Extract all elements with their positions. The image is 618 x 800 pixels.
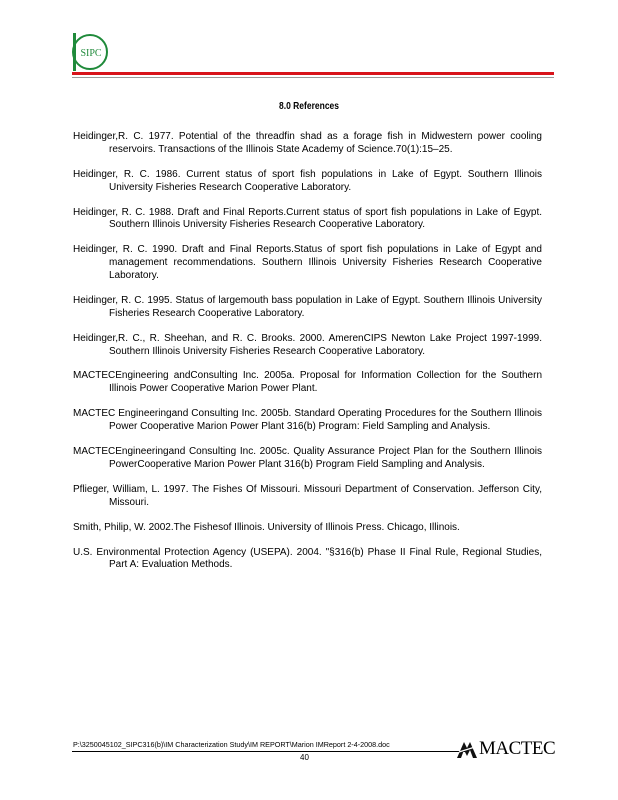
brand-name: MACTEC: [479, 738, 556, 759]
reference-entry: Pflieger, William, L. 1997. The Fishes Of Missouri. Missouri Department of Conservation. Jefferson City, Missouri.: [73, 483, 542, 508]
reference-entry: MACTECEngineering andConsulting Inc. 2005a. Proposal for Information Collection for the Southern Illinois Power Cooperative Marion Power Plant.: [73, 370, 542, 395]
reference-entry: Heidinger, R. C. 1988. Draft and Final Reports.Current status of sport fish populations in Lake of Egypt. Southern Illinois University Fisheries Research Cooperative Laboratory.: [73, 206, 542, 231]
reference-entry: U.S. Environmental Protection Agency (USEPA). 2004. "§316(b) Phase II Final Rule, Regional Studies, Part A: Evaluation Methods.: [73, 546, 542, 571]
sipc-logo-text: SIPC: [80, 48, 102, 59]
header-rule-gray: [72, 77, 554, 78]
mactec-logo-icon: [456, 739, 478, 759]
reference-entry: Heidinger, R. C. 1990. Draft and Final Reports.Status of sport fish populations in Lake of Egypt and management recommendations. Southern Illinois University Fisheries Research Cooperative Laboratory.: [73, 244, 542, 281]
sipc-logo: [70, 32, 110, 72]
references-list: [73, 131, 542, 584]
mactec-brand: [456, 738, 555, 760]
reference-entry: Heidinger,R. C., R. Sheehan, and R. C. Brooks. 2000. AmerenCIPS Newton Lake Project 1997-1999. Southern Illinois University Fisheries Research Cooperative Laboratory.: [73, 332, 542, 357]
footer-file-path: P:\3250045102_SIPC316(b)\IM Characterization Study\IM REPORT\Marion IMReport 2-4-2008.doc: [73, 740, 390, 749]
reference-entry: Heidinger,R. C. 1977. Potential of the threadfin shad as a forage fish in Midwestern power cooling reservoirs. Transactions of the Illinois State Academy of Science.70(1):15–25.: [73, 131, 542, 155]
reference-entry: MACTECEngineeringand Consulting Inc. 2005c. Quality Assurance Project Plan for the Southern Illinois PowerCooperative Marion Power Plant 316(b) Program Field Sampling and Analysis.: [73, 446, 542, 470]
page-number: 40: [300, 753, 309, 762]
header-rule-red: [72, 72, 554, 75]
reference-entry: Smith, Philip, W. 2002.The Fishesof Illinois. University of Illinois Press. Chicago, Illinois.: [73, 521, 460, 533]
section-title: 8.0 References: [278, 101, 340, 112]
reference-entry: Heidinger, R. C. 1995. Status of largemouth bass population in Lake of Egypt. Southern Illinois University Fisheries Research Cooperative Laboratory.: [73, 294, 542, 319]
reference-entry: MACTEC Engineeringand Consulting Inc. 2005b. Standard Operating Procedures for the Southern Illinois Power Cooperative Marion Power Plant 316(b) Program: Field Sampling and Analysis.: [73, 408, 542, 433]
reference-entry: Heidinger, R. C. 1986. Current status of sport fish populations in Lake of Egypt. Southern Illinois University Fisheries Research Cooperative Laboratory.: [73, 168, 542, 193]
footer-rule: [72, 751, 465, 752]
